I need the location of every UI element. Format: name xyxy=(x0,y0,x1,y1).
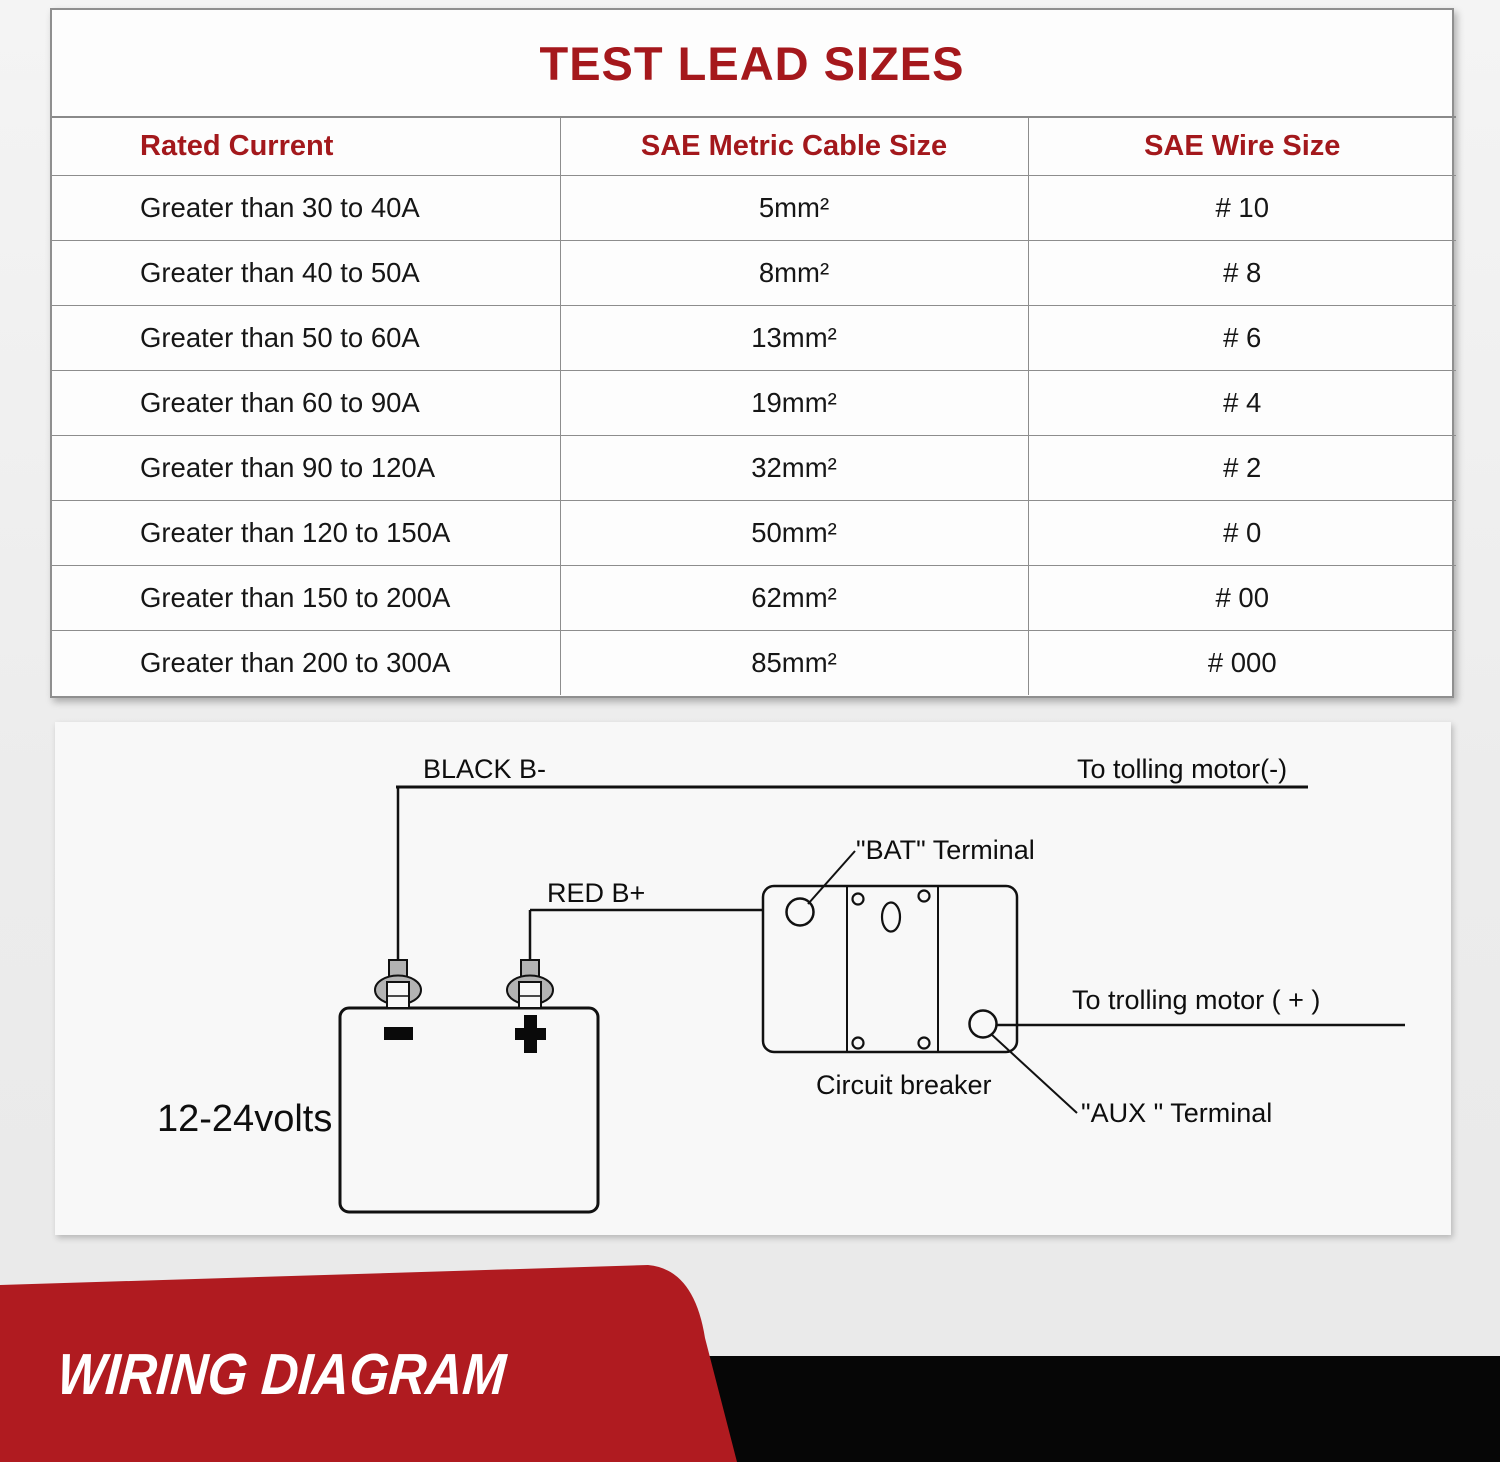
cell-wire-size: # 8 xyxy=(1028,240,1456,305)
battery-negative-post xyxy=(375,960,421,1008)
cell-rated-current: Greater than 150 to 200A xyxy=(52,565,560,630)
to-trolling-motor-pos-label: To trolling motor ( + ) xyxy=(1072,985,1321,1015)
cell-cable-size: 32mm² xyxy=(560,435,1028,500)
aux-terminal-label: "AUX " Terminal xyxy=(1081,1098,1273,1128)
cell-wire-size: # 6 xyxy=(1028,305,1456,370)
table-row xyxy=(52,500,1456,565)
aux-terminal-circle xyxy=(970,1011,997,1038)
cell-rated-current: Greater than 120 to 150A xyxy=(52,500,560,565)
table-row xyxy=(52,630,1456,695)
col-header-sae-metric-cable-size: SAE Metric Cable Size xyxy=(560,117,1028,175)
cell-rated-current: Greater than 40 to 50A xyxy=(52,240,560,305)
table-title: TEST LEAD SIZES xyxy=(539,36,965,90)
cell-wire-size: # 4 xyxy=(1028,370,1456,435)
cell-wire-size: # 0 xyxy=(1028,500,1456,565)
test-lead-sizes-table xyxy=(52,116,1456,695)
cell-wire-size: # 2 xyxy=(1028,435,1456,500)
black-wire-label: BLACK B- xyxy=(423,754,547,784)
battery-body xyxy=(340,1008,598,1212)
cell-wire-size: # 10 xyxy=(1028,175,1456,240)
red-wire-label: RED B+ xyxy=(547,878,646,908)
col-header-rated-current: Rated Current xyxy=(52,117,560,175)
circuit-breaker-label: Circuit breaker xyxy=(816,1070,992,1100)
cell-cable-size: 8mm² xyxy=(560,240,1028,305)
cell-wire-size: # 00 xyxy=(1028,565,1456,630)
cell-rated-current: Greater than 200 to 300A xyxy=(52,630,560,695)
cell-cable-size: 19mm² xyxy=(560,370,1028,435)
table-row xyxy=(52,370,1456,435)
cell-cable-size: 50mm² xyxy=(560,500,1028,565)
battery-minus-symbol xyxy=(384,1027,413,1040)
wiring-diagram-panel xyxy=(55,722,1451,1235)
table-row xyxy=(52,305,1456,370)
wiring-diagram-drawing xyxy=(55,722,1451,1235)
test-lead-sizes-panel xyxy=(50,8,1454,698)
cell-cable-size: 13mm² xyxy=(560,305,1028,370)
cell-cable-size: 85mm² xyxy=(560,630,1028,695)
to-tolling-motor-neg-label: To tolling motor(-) xyxy=(1077,754,1288,784)
bat-terminal-label: "BAT" Terminal xyxy=(856,835,1035,865)
battery-positive-post xyxy=(507,960,553,1008)
table-header-row xyxy=(52,117,1456,175)
aux-terminal-leader-line xyxy=(991,1034,1077,1113)
table-row xyxy=(52,240,1456,305)
cell-cable-size: 5mm² xyxy=(560,175,1028,240)
cell-rated-current: Greater than 60 to 90A xyxy=(52,370,560,435)
banner-title: WIRING DIAGRAM xyxy=(55,1342,509,1407)
cell-rated-current: Greater than 50 to 60A xyxy=(52,305,560,370)
cell-rated-current: Greater than 90 to 120A xyxy=(52,435,560,500)
col-header-sae-wire-size: SAE Wire Size xyxy=(1028,117,1456,175)
table-row xyxy=(52,565,1456,630)
cell-rated-current: Greater than 30 to 40A xyxy=(52,175,560,240)
table-row xyxy=(52,435,1456,500)
cell-cable-size: 62mm² xyxy=(560,565,1028,630)
table-row xyxy=(52,175,1456,240)
cell-wire-size: # 000 xyxy=(1028,630,1456,695)
battery-voltage-label: 12-24volts xyxy=(157,1098,333,1140)
